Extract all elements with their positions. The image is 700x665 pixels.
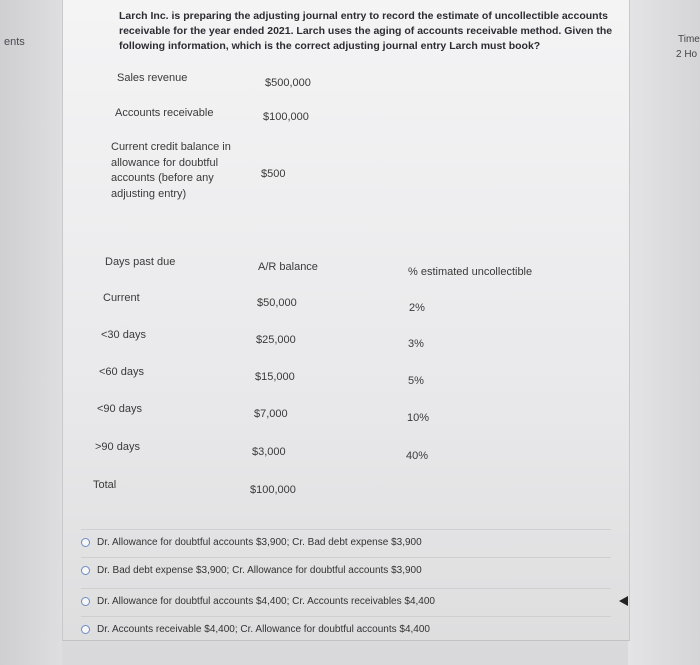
radio-button[interactable] <box>81 566 90 575</box>
table-cell-days: <60 days <box>99 366 144 378</box>
table-cell-days: <30 days <box>101 329 146 341</box>
allowance-balance-value: $500 <box>261 168 286 180</box>
timer-value: 2 Ho <box>676 49 698 60</box>
table-cell-days: >90 days <box>95 441 140 453</box>
table-cell-balance: $3,000 <box>252 446 286 458</box>
answer-option-label: Dr. Allowance for doubtful accounts $3,900; Cr. Bad debt expense $3,900 <box>97 536 422 548</box>
table-cell-percent: 40% <box>406 450 429 462</box>
sales-revenue-value: $500,000 <box>265 77 311 89</box>
answer-option[interactable] <box>81 557 611 582</box>
timer-panel <box>628 0 700 665</box>
answer-option[interactable] <box>81 616 611 641</box>
table-cell-balance: $7,000 <box>254 408 288 420</box>
left-panel-text: ents <box>4 36 25 48</box>
answer-option-label: Dr. Bad debt expense $3,900; Cr. Allowance for doubtful accounts $3,900 <box>97 564 422 576</box>
answer-option[interactable] <box>81 588 611 613</box>
table-cell-percent: 2% <box>409 302 425 314</box>
allowance-balance-label: Current credit balance in allowance for doubtful accounts (before any adjusting entry) <box>111 141 231 200</box>
radio-button[interactable] <box>81 597 90 606</box>
accounts-receivable-label: Accounts receivable <box>115 107 214 119</box>
answer-option[interactable] <box>81 529 611 554</box>
table-cell-balance: $15,000 <box>255 371 295 383</box>
radio-button[interactable] <box>81 625 90 634</box>
accounts-receivable-value: $100,000 <box>263 111 309 123</box>
question-line: receivable for the year ended 2021. Larch uses the aging of accounts receivable method. Given the <box>119 25 613 37</box>
question-line: following information, which is the correct adjusting journal entry Larch must book? <box>119 40 541 52</box>
table-cell-percent: 3% <box>408 338 424 350</box>
table-cell-balance: $25,000 <box>256 334 296 346</box>
column-header-days: Days past due <box>105 256 176 268</box>
answer-option-label: Dr. Allowance for doubtful accounts $4,400; Cr. Accounts receivables $4,400 <box>97 595 435 607</box>
table-cell-percent: 5% <box>408 375 424 387</box>
column-header-percent: % estimated uncollectible <box>408 266 533 278</box>
radio-button[interactable] <box>81 538 90 547</box>
column-header-balance: A/R balance <box>258 261 318 273</box>
table-cell-balance: $50,000 <box>257 297 297 309</box>
answer-option-label: Dr. Accounts receivable $4,400; Cr. Allowance for doubtful accounts $4,400 <box>97 623 430 635</box>
table-cell-days: Current <box>103 292 140 304</box>
table-total-value: $100,000 <box>250 484 296 496</box>
question-card <box>62 0 630 641</box>
left-panel-edge <box>0 0 62 665</box>
table-cell-percent: 10% <box>407 412 430 424</box>
table-cell-days: <90 days <box>97 403 142 415</box>
table-total-label: Total <box>93 479 117 491</box>
mouse-pointer-icon <box>619 596 628 606</box>
sales-revenue-label: Sales revenue <box>117 72 188 84</box>
question-line: Larch Inc. is preparing the adjusting journal entry to record the estimate of uncollectible accounts <box>119 10 608 22</box>
timer-label: Time <box>678 34 700 45</box>
